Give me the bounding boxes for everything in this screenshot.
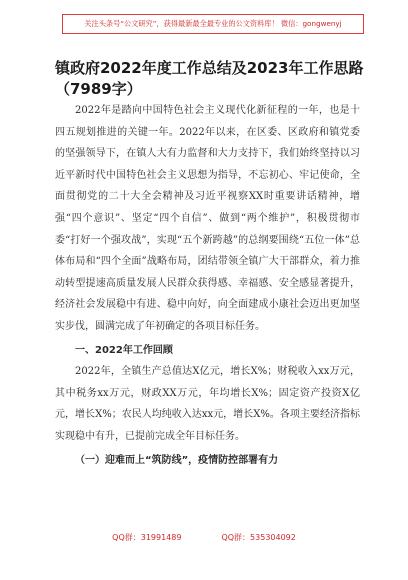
footer-qq-group-1: QQ群：31991489: [112, 533, 182, 542]
footer: [0, 532, 408, 543]
section-heading: 一、2022年工作回顾: [75, 344, 173, 356]
document-body: [55, 100, 360, 471]
intro-paragraph: 2022年是踏向中国特色社会主义现代化新征程的一年，也是十四五规划推进的关键一年。2022年以来，在区委、区政府和镇党委的坚强领导下，在镇人大有力监督和大力支持下，我们始终坚持以习近平新时代中国特色社会主义思想为指导，不忘初心、牢记使命，全面贯彻党的二十大全会精神及习近平视察XX时重要讲话精神，增强“四个意识”、坚定“四个自信”、做到“两个维护”，积极贯彻市委“打好一个强攻战”，实现“五个新跨越”的总纲要围绕“五位一体”总体布局和“四个全面”战略布局，团结带领全镇广大干部群众，着力推动转型提速高质量发展人民群众获得感、幸福感、安全感显著提升，经济社会发展稳中有进、稳中向好，向全面建成小康社会迈出更加坚实步伐，圆满完成了年初确定的各项目标任务。: [55, 105, 360, 332]
subsection-heading: （一）迎难而上“筑防线”，疫情防控部署有力: [75, 454, 279, 466]
footer-qq-group-2: QQ群：535304092: [221, 533, 296, 542]
document-title: 镇政府2022年度工作总结及2023年工作思路（7989字）: [55, 59, 364, 98]
review-paragraph: 2022年，全镇生产总值达X亿元，增长X%；财税收入xx万元，其中税务xx万元，财政XX万元，年均增长X%；固定资产投资X亿元，增长X%；农民人均纯收入达xx元，增长X%。各项主要经济指标实现稳中有升，已提前完成全年目标任务。: [55, 366, 360, 442]
header-banner: 关注头条号“公文研究”，获得最新最全最专业的公文资料库！ 微信：gongwenyj: [62, 14, 364, 34]
